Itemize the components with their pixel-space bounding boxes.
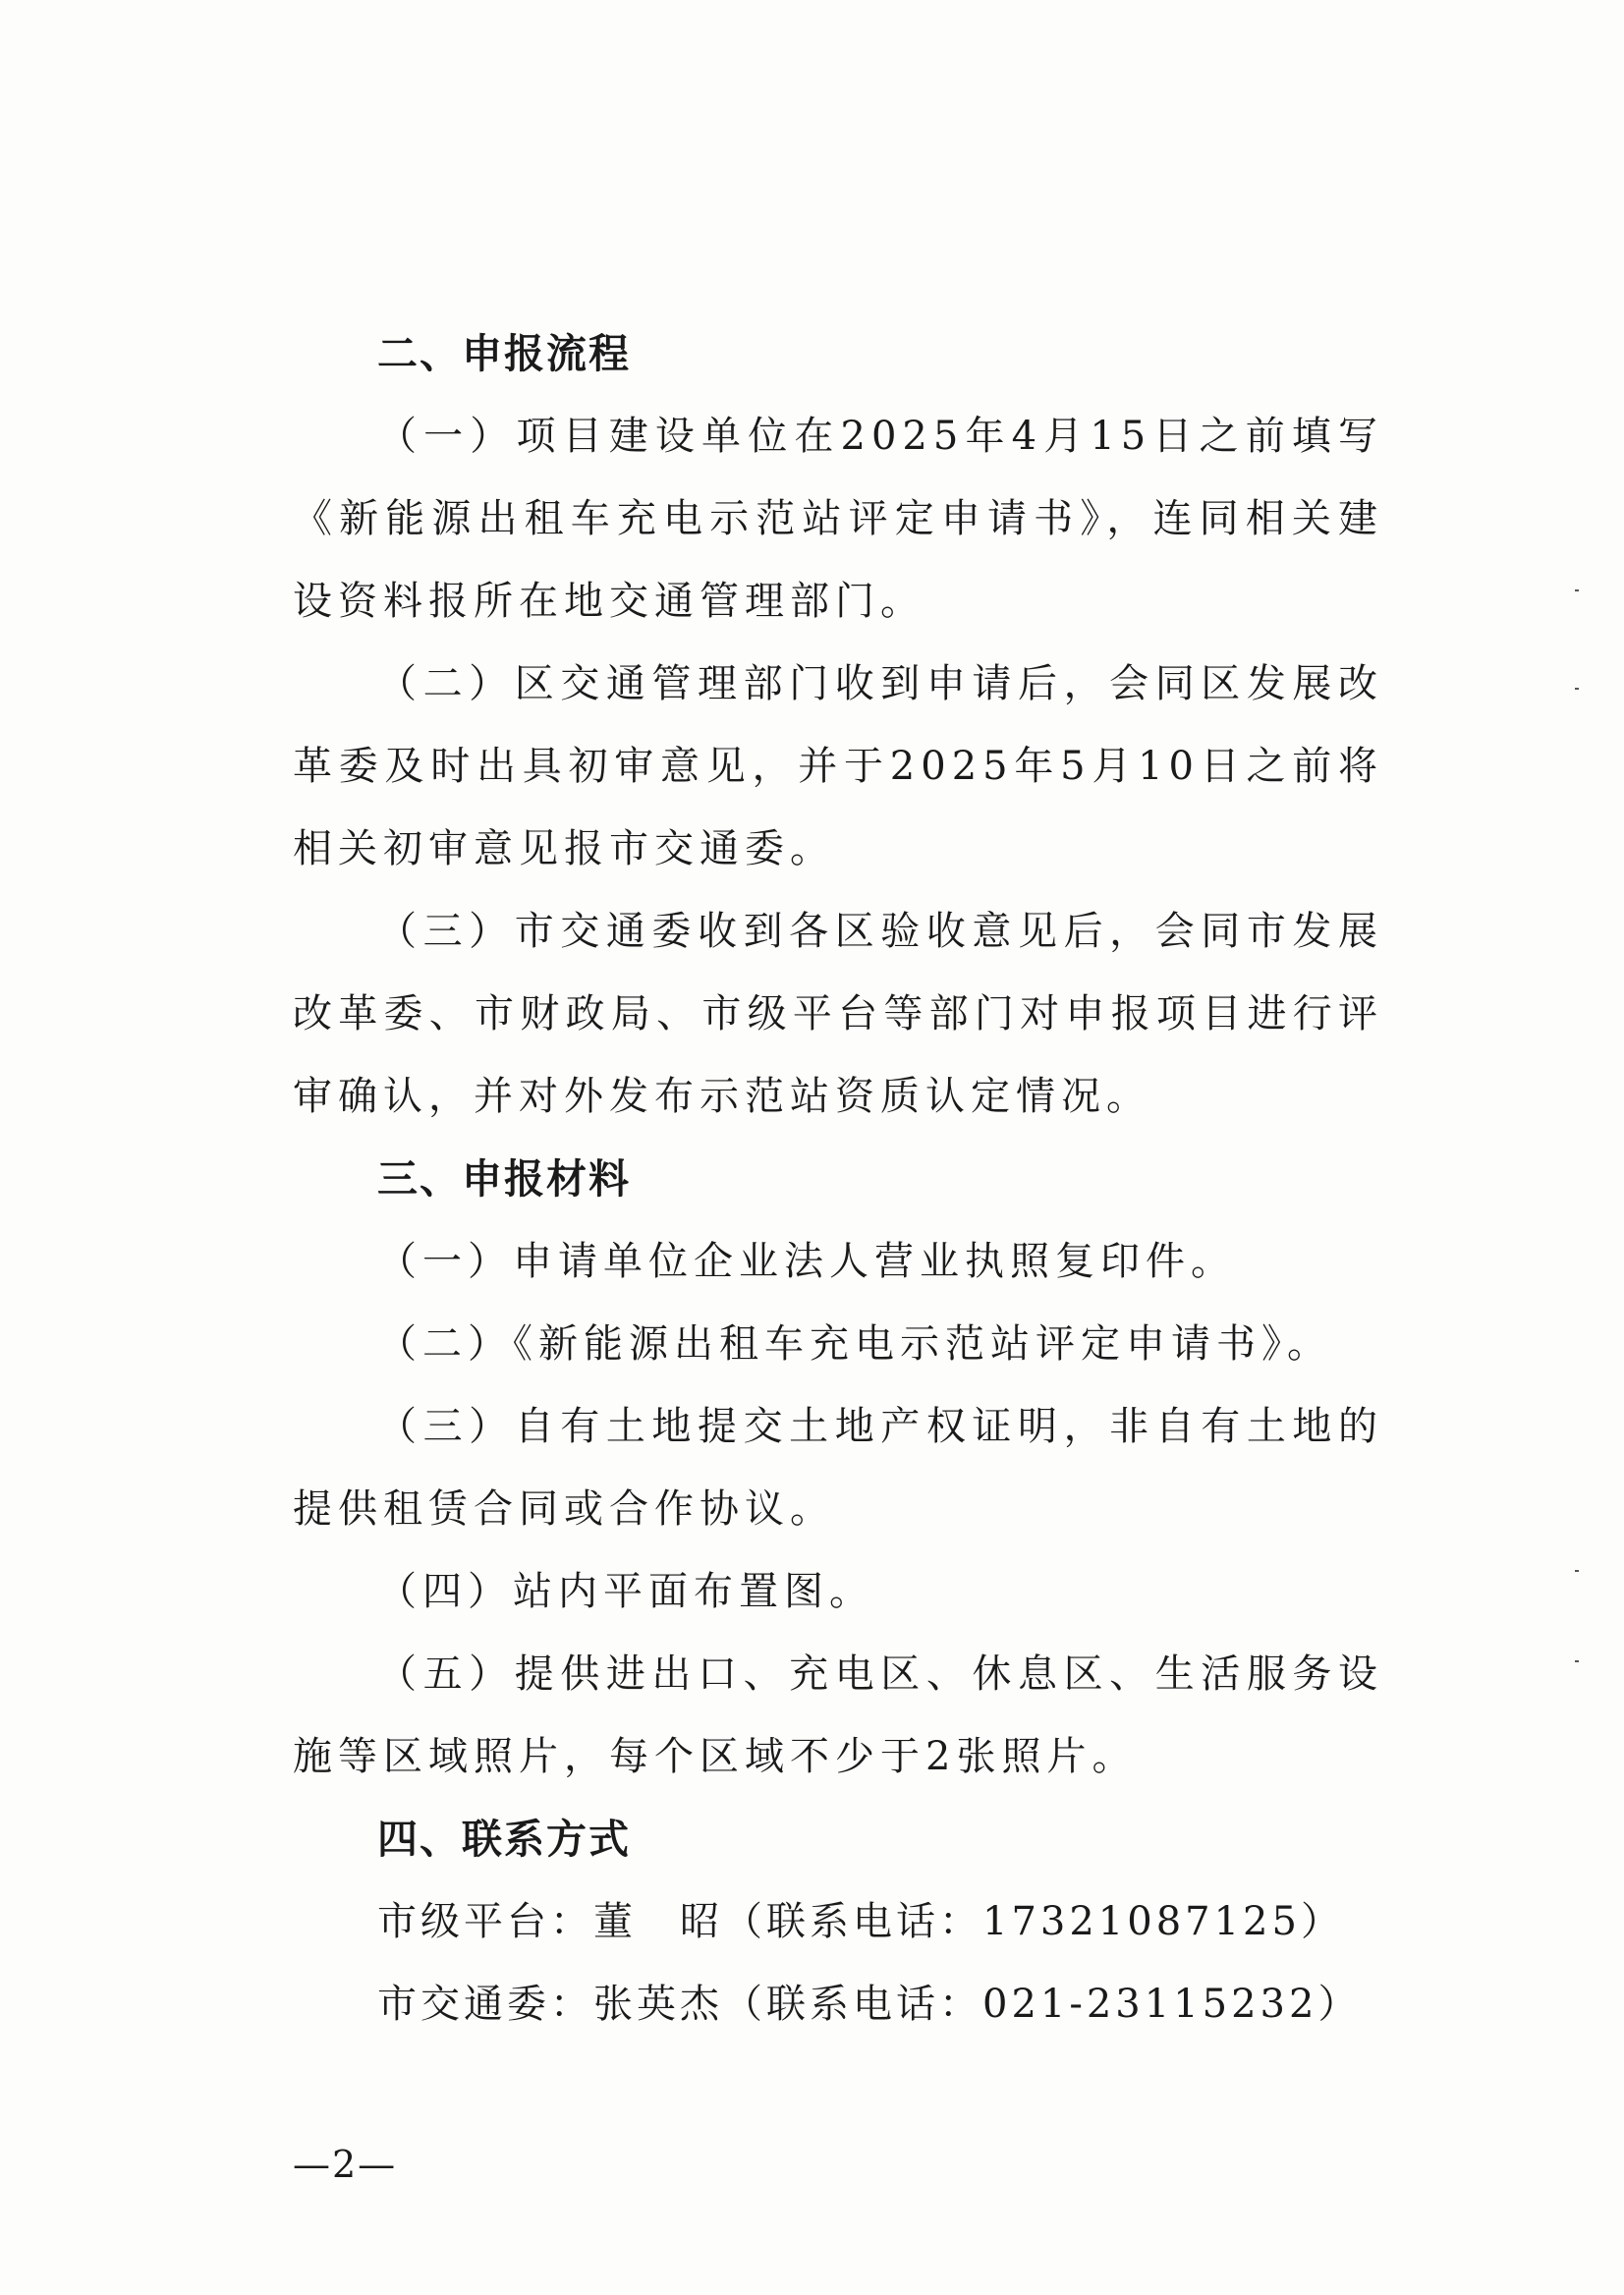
paragraph-process-step-1: （一）项目建设单位在2025年4月15日之前填写《新能源出租车充电示范站评定申请书》，连同相关建设资料报所在地交通管理部门。 (293, 414, 1383, 624)
contact-line-transport-commission: 市交通委：张英杰（联系电话：021-23115232） (377, 1982, 1362, 2027)
scan-edge-mark (1575, 1660, 1579, 1662)
paragraph-material-3: （三）自有土地提交土地产权证明，非自有土地的提供租赁合同或合作协议。 (293, 1404, 1383, 1532)
paragraph-material-1: （一）申请单位企业法人营业执照复印件。 (377, 1239, 1236, 1284)
paragraph-process-step-2: （二）区交通管理部门收到申请后，会同区发展改革委及时出具初审意见，并于2025年5月10日之前将相关初审意见报市交通委。 (293, 661, 1383, 871)
contact-line-municipal-platform: 市级平台：董 昭（联系电话：17321087125） (377, 1899, 1344, 1944)
scan-edge-mark (1575, 688, 1579, 690)
scan-edge-mark (1575, 589, 1579, 591)
document-body (293, 312, 1383, 2045)
paragraph-process-step-3: （三）市交通委收到各区验收意见后，会同市发展改革委、市财政局、市级平台等部门对申报项目进行评审确认，并对外发布示范站资质认定情况。 (293, 909, 1383, 1119)
page-number: —2— (293, 2143, 398, 2186)
section-heading-application-process: 二、申报流程 (377, 330, 631, 377)
section-heading-contact-info: 四、联系方式 (377, 1816, 631, 1863)
paragraph-material-2: （二）《新能源出租车充电示范站评定申请书》。 (377, 1321, 1332, 1367)
paragraph-material-4: （四）站内平面布置图。 (377, 1569, 874, 1614)
paragraph-material-5: （五）提供进出口、充电区、休息区、生活服务设施等区域照片，每个区域不少于2张照片。 (293, 1651, 1383, 1779)
scan-edge-mark (1575, 1570, 1579, 1572)
section-heading-application-materials: 三、申报材料 (377, 1155, 631, 1203)
